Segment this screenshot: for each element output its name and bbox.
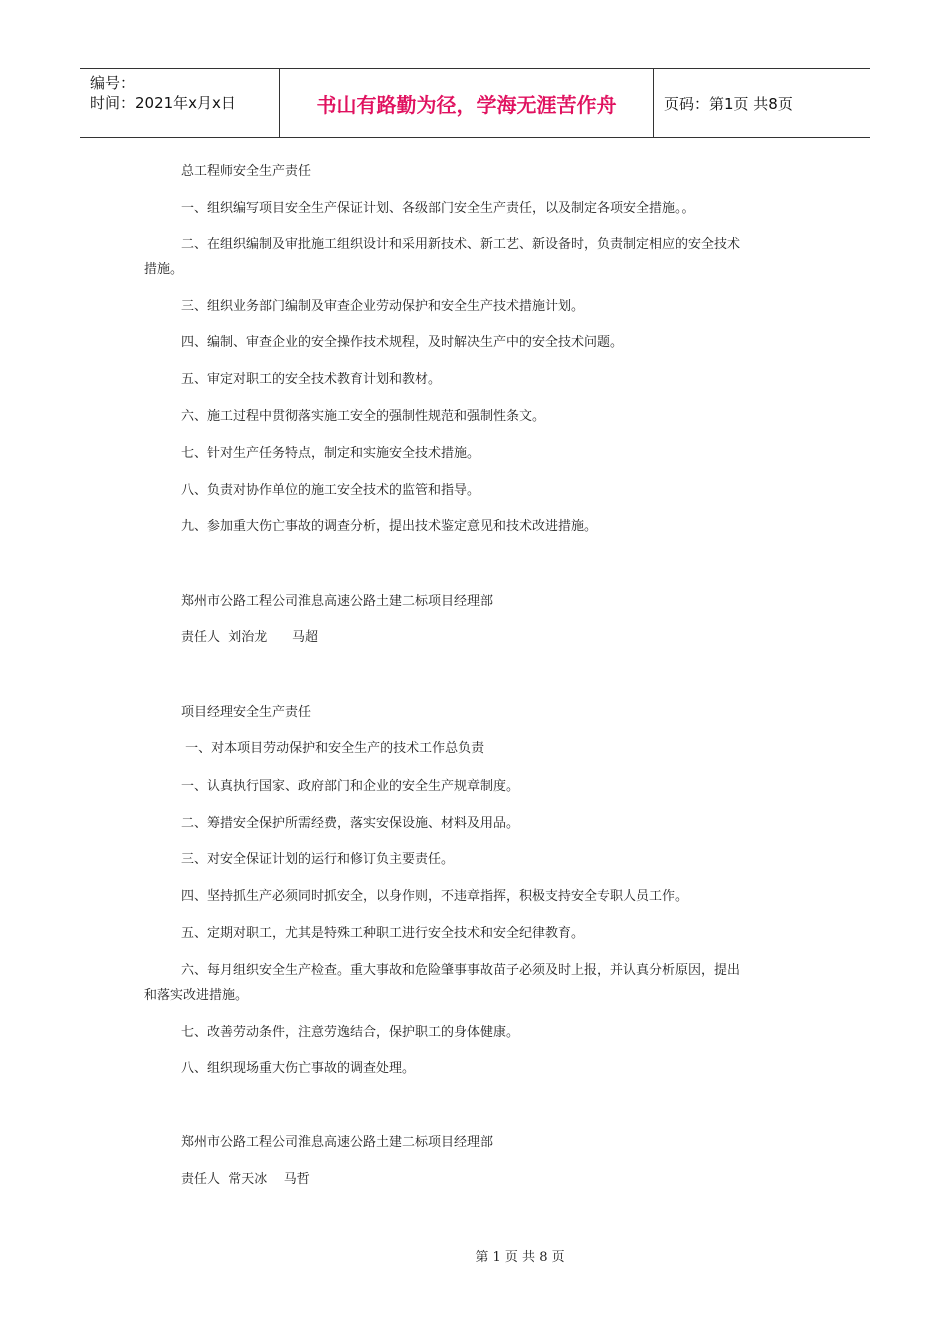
responsible-persons: 责任人 常天冰 马哲: [181, 1172, 310, 1187]
header-motto: 书山有路勤为径，学海无涯苦作舟: [280, 69, 654, 137]
document-number-label: 编号：: [90, 74, 136, 92]
list-item: 四、编制、审查企业的安全操作技术规程，及时解决生产中的安全技术问题。: [181, 335, 624, 350]
list-item-continuation: 和落实改进措施。: [144, 988, 249, 1003]
list-item: 五、定期对职工，尤其是特殊工种职工进行安全技术和安全纪律教育。: [181, 926, 585, 941]
list-item: 三、对安全保证计划的运行和修订负主要责任。: [181, 852, 455, 867]
document-time-label: 时间：2021年x月x日: [90, 94, 236, 112]
list-item: 六、每月组织安全生产检查。重大事故和危险肇事事故苗子必须及时上报，并认真分析原因，提出: [181, 963, 741, 978]
responsible-persons: 责任人 刘治龙 马超: [181, 630, 319, 645]
list-item: 八、负责对协作单位的施工安全技术的监管和指导。: [181, 483, 481, 498]
list-item: 七、改善劳动条件，注意劳逸结合，保护职工的身体健康。: [181, 1025, 520, 1040]
list-item-continuation: 措施。: [144, 262, 184, 277]
page-footer: 第 1 页 共 8 页: [475, 1250, 565, 1265]
list-item: 九、参加重大伤亡事故的调查分析，提出技术鉴定意见和技术改进措施。: [181, 519, 598, 534]
organization-name: 郑州市公路工程公司淮息高速公路土建二标项目经理部: [181, 594, 494, 609]
list-item: 八、组织现场重大伤亡事故的调查处理。: [181, 1061, 416, 1076]
list-item: 五、审定对职工的安全技术教育计划和教材。: [181, 372, 442, 387]
section-title: 项目经理安全生产责任: [181, 705, 312, 720]
header-page-label: 页码：第1页 共8页: [664, 94, 793, 113]
list-item: 一、对本项目劳动保护和安全生产的技术工作总负责: [181, 741, 485, 756]
list-item: 七、针对生产任务特点，制定和实施安全技术措施。: [181, 446, 481, 461]
list-item: 四、坚持抓生产必须同时抓安全，以身作则，不违章指挥，积极支持安全专职人员工作。: [181, 889, 689, 904]
list-item: 一、组织编写项目安全生产保证计划、各级部门安全生产责任，以及制定各项安全措施。。: [181, 201, 695, 216]
list-item: 六、施工过程中贯彻落实施工安全的强制性规范和强制性条文。: [181, 409, 546, 424]
document-header: [80, 68, 870, 138]
list-item: 二、筹措安全保护所需经费，落实安保设施、材料及用品。: [181, 816, 520, 831]
list-item: 一、认真执行国家、政府部门和企业的安全生产规章制度。: [181, 779, 520, 794]
list-item: 三、组织业务部门编制及审查企业劳动保护和安全生产技术措施计划。: [181, 299, 585, 314]
section-title: 总工程师安全生产责任: [181, 164, 312, 179]
organization-name: 郑州市公路工程公司淮息高速公路土建二标项目经理部: [181, 1135, 494, 1150]
list-item: 二、在组织编制及审批施工组织设计和采用新技术、新工艺、新设备时，负责制定相应的安全技术: [181, 237, 741, 252]
header-meta: [80, 69, 280, 137]
